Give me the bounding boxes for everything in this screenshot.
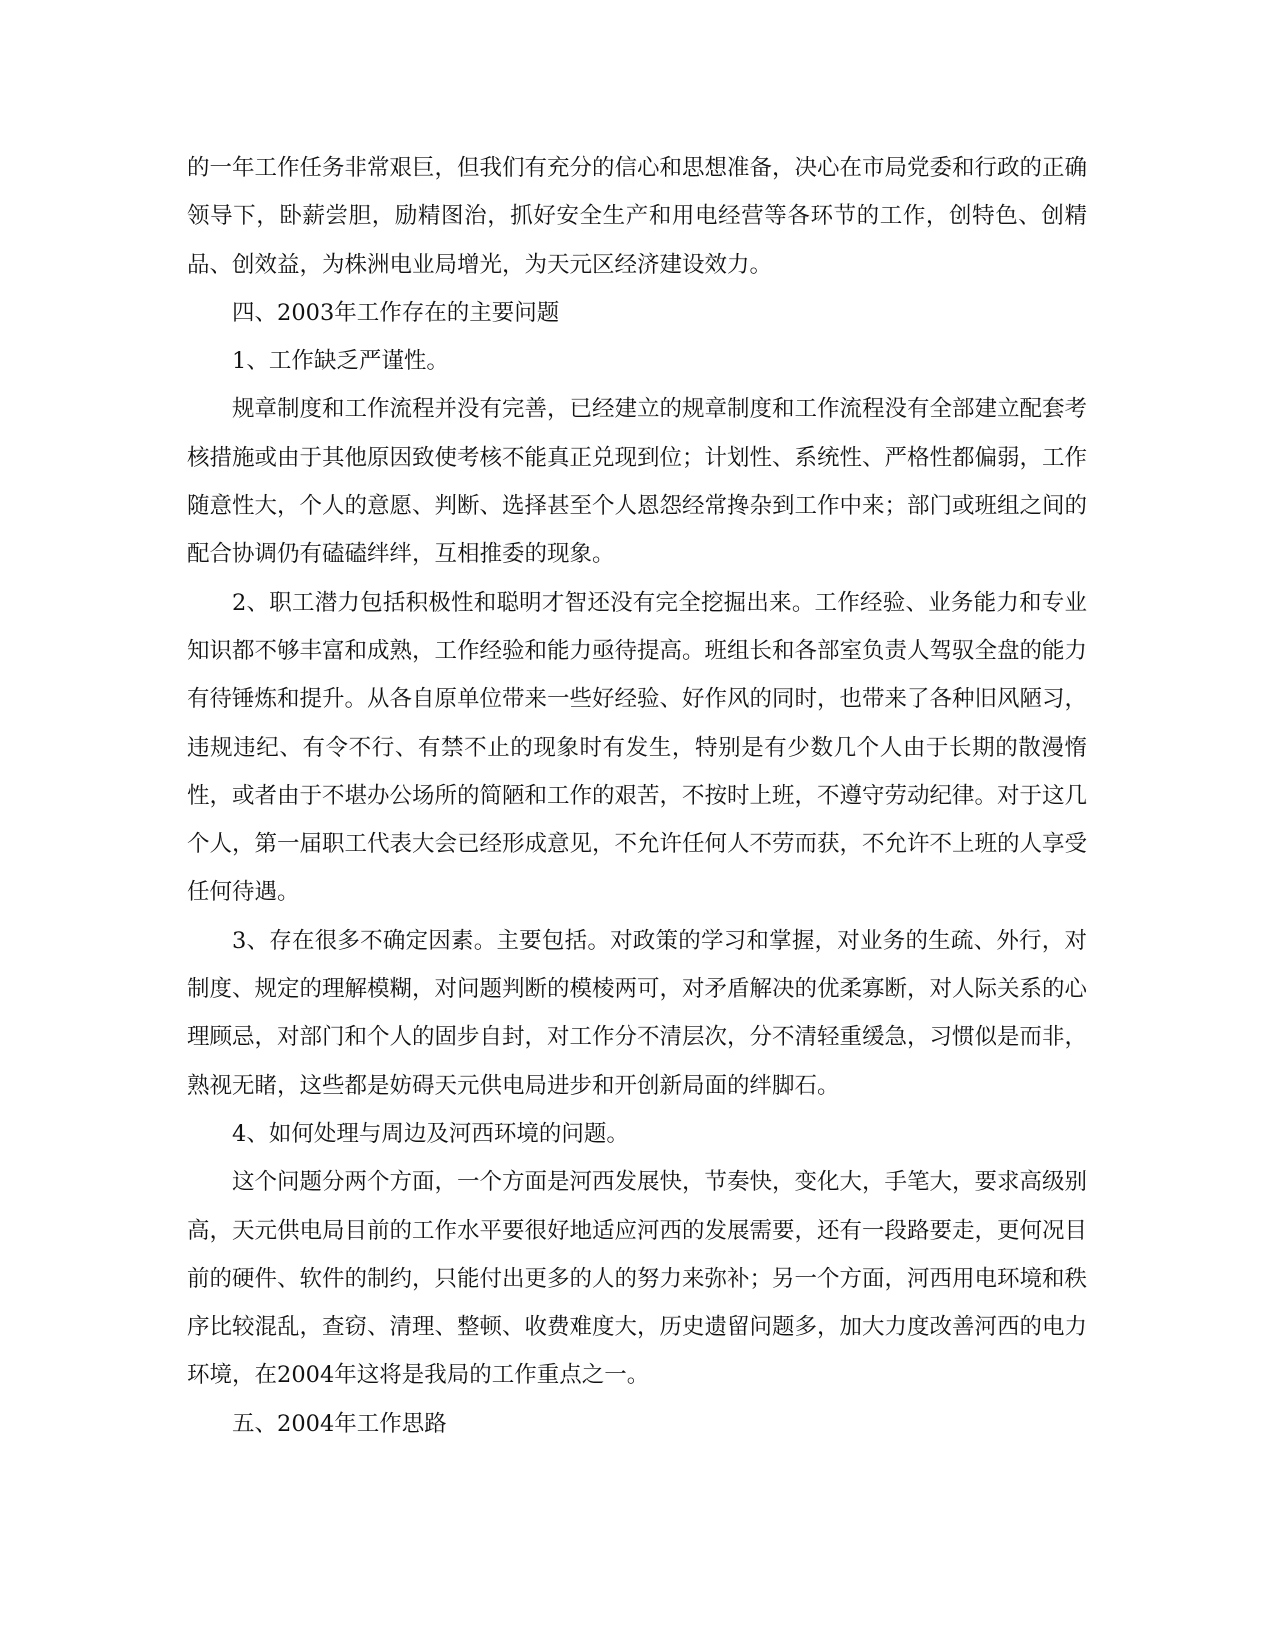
paragraph-uncertain-factors: 3、存在很多不确定因素。主要包括。对政策的学习和掌握，对业务的生疏、外行，对制度、规定的理解模糊，对问题判断的模棱两可，对矛盾解决的优柔寡断，对人际关系的心理顾忌，对部门和个人的固步自封，对工作分不清层次，分不清轻重缓急，习惯似是而非，熟视无睹，这些都是妨碍天元供电局进步和开创新局面的绊脚石。 [187,927,1088,1099]
paragraph-continued-text: 的一年工作任务非常艰巨，但我们有充分的信心和思想准备，决心在市局党委和行政的正确领导下，卧薪尝胆，励精图治，抓好安全生产和用电经营等各环节的工作，创特色、创精品、创效益，为株洲电业局增光，为天元区经济建设效力。 [187,155,1088,278]
paragraph-staff-potential: 2、职工潜力包括积极性和聪明才智还没有完全挖掘出来。工作经验、业务能力和专业知识都不够丰富和成熟，工作经验和能力亟待提高。班组长和各部室负责人驾驭全盘的能力有待锤炼和提升。从各自原单位带来一些好经验、好作风的同时，也带来了各种旧风陋习，违规违纪、有令不行、有禁不止的现象时有发生，特别是有少数几个人由于长期的散漫惰性，或者由于不堪办公场所的简陋和工作的艰苦，不按时上班，不遵守劳动纪律。对于这几个人，第一届职工代表大会已经形成意见，不允许任何人不劳而获，不允许不上班的人享受任何待遇。 [187,589,1088,906]
document-body [187,144,1087,1448]
item-heading-1: 1、工作缺乏严谨性。 [232,348,449,375]
paragraph-rules-and-processes: 规章制度和工作流程并没有完善，已经建立的规章制度和工作流程没有全部建立配套考核措施或由于其他原因致使考核不能真正兑现到位；计划性、系统性、严格性都偏弱，工作随意性大，个人的意愿、判断、选择甚至个人恩怨经常搀杂到工作中来；部门或班组之间的配合协调仍有磕磕绊绊，互相推委的现象。 [187,396,1088,568]
item-heading-4: 4、如何处理与周边及河西环境的问题。 [232,1120,629,1147]
section-heading-problems: 四、2003年工作存在的主要问题 [232,299,560,326]
paragraph-hexi-environment: 这个问题分两个方面，一个方面是河西发展快，节奏快，变化大，手笔大，要求高级别高，天元供电局目前的工作水平要很好地适应河西的发展需要，还有一段路要走，更何况目前的硬件、软件的制约，只能付出更多的人的努力来弥补；另一个方面，河西用电环境和秩序比较混乱，查窃、清理、整顿、收费难度大，历史遗留问题多，加大力度改善河西的电力环境，在2004年这将是我局的工作重点之一。 [187,1169,1088,1389]
section-heading-2004-plan: 五、2004年工作思路 [232,1410,447,1437]
